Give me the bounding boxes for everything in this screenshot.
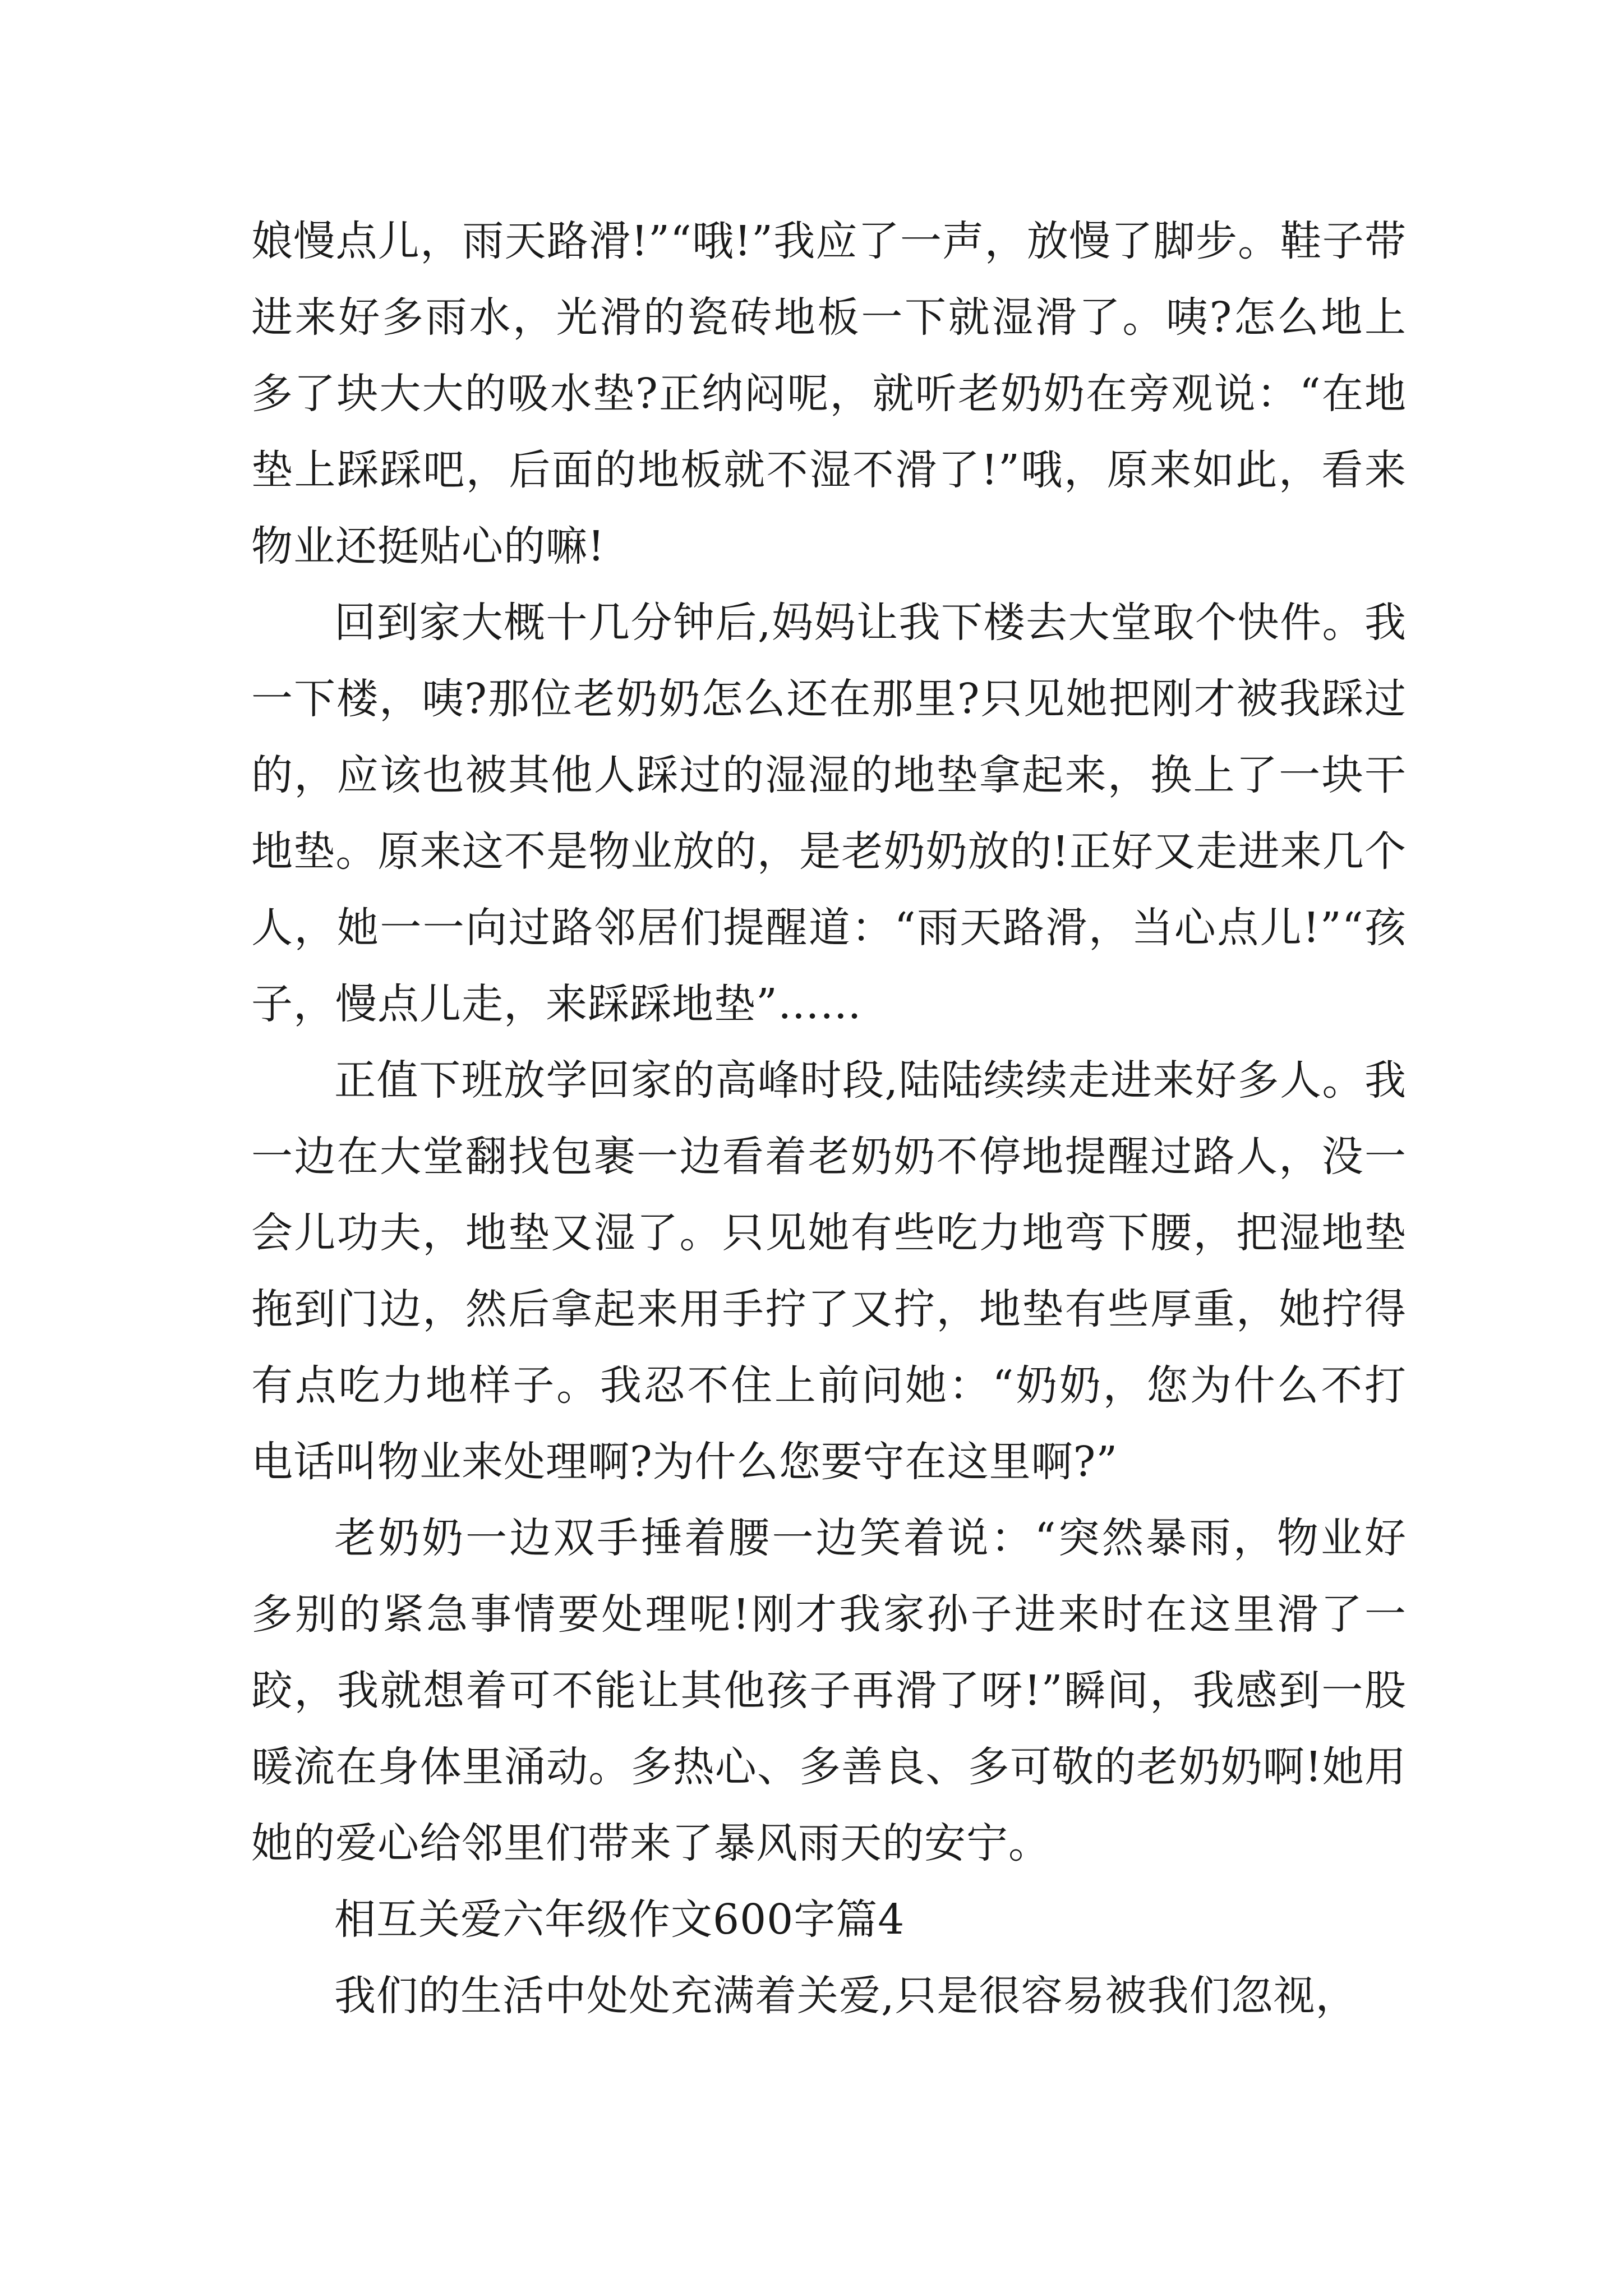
paragraph-3: 正值下班放学回家的高峰时段,陆陆续续走进来好多人。我一边在大堂翻找包裹一边看着老奶奶不停地提醒过路人，没一会儿功夫，地垫又湿了。只见她有些吃力地弯下腰，把湿地垫拖到门边，然后拿起来用手拧了又拧，地垫有些厚重，她拧得有点吃力地样子。我忍不住上前问她：“奶奶，您为什么不打电话叫物业来处理啊?为什么您要守在这里啊?”	[251, 1056, 1407, 1486]
paragraph-2: 回到家大概十几分钟后,妈妈让我下楼去大堂取个快件。我一下楼，咦?那位老奶奶怎么还在那里?只见她把刚才被我踩过的，应该也被其他人踩过的湿湿的地垫拿起来，换上了一块干地垫。原来这不是物业放的，是老奶奶放的!正好又走进来几个人，她一一向过路邻居们提醒道：“雨天路滑，当心点儿!”“孩子，慢点儿走，来踩踩地垫”……	[251, 599, 1407, 1028]
document-page	[251, 203, 1407, 2034]
paragraph-1: 娘慢点儿，雨天路滑!”“哦!”我应了一声，放慢了脚步。鞋子带进来好多雨水，光滑的瓷砖地板一下就湿滑了。咦?怎么地上多了块大大的吸水垫?正纳闷呢，就听老奶奶在旁观说：“在地垫上踩踩吧，后面的地板就不湿不滑了!”哦，原来如此，看来物业还挺贴心的嘛!	[251, 217, 1407, 570]
section-heading: 相互关爱六年级作文600字篇4	[334, 1895, 905, 1944]
paragraph-4: 老奶奶一边双手捶着腰一边笑着说：“突然暴雨，物业好多别的紧急事情要处理呢!刚才我家孙子进来时在这里滑了一跤，我就想着可不能让其他孩子再滑了呀!”瞬间，我感到一股暖流在身体里涌动。多热心、多善良、多可敬的老奶奶啊!她用她的爱心给邻里们带来了暴风雨天的安宁。	[251, 1514, 1407, 1867]
paragraph-5: 我们的生活中处处充满着关爱,只是很容易被我们忽视，	[334, 1972, 1358, 2020]
